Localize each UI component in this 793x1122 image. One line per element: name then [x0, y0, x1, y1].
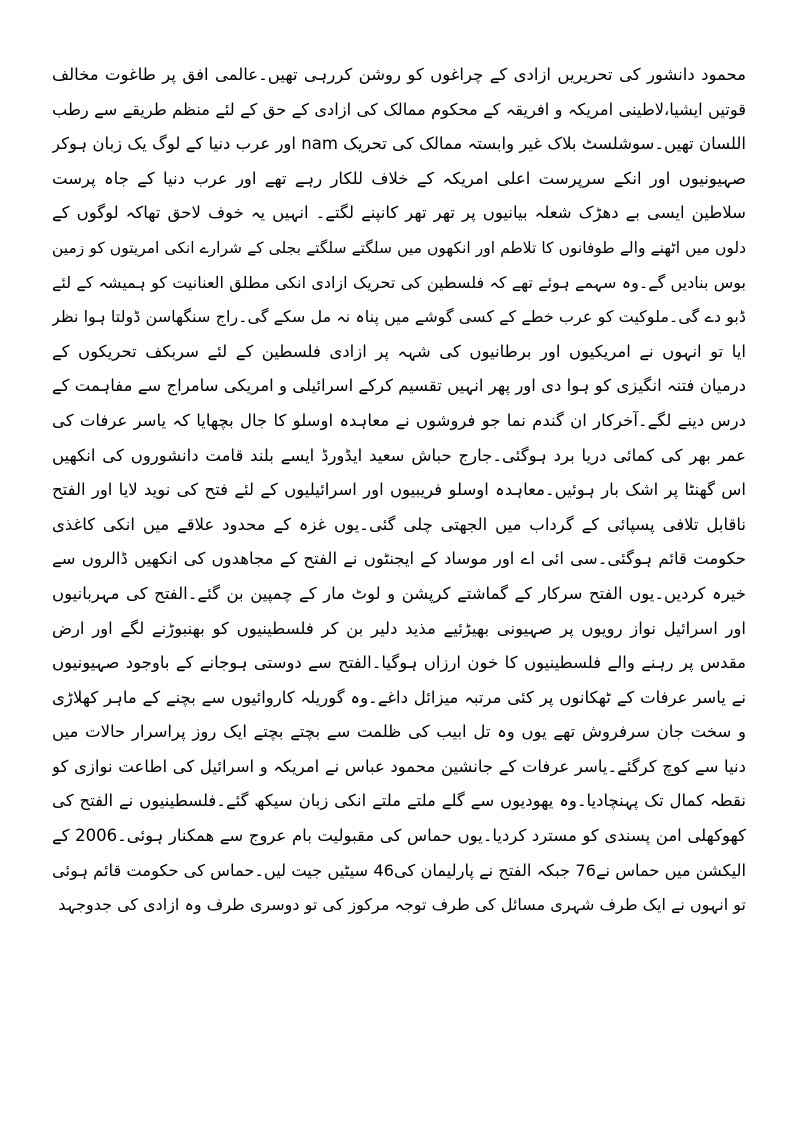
text-line-1: محمود دانشور کی تحریریں ازادی کے چراغوں کو روشن کررہی تھیں۔عالمی افق پر طاغوت مخالف [52, 65, 746, 84]
text-line-10: درمیان فتنہ انگیزی کو ہوا دی اور پھر انہیں تقسیم کرکے اسرائیلی و امریکی سامراج سے مفاہمت کے [52, 376, 746, 396]
text-line-17: اور اسرائیل نواز رویوں پر صہیونی بھیڑئیے مذید دلیر بن کر فلسطینیوں کو بھنبوڑنے لگے اور ارض [52, 618, 746, 638]
text-line-3: اللسان تھیں۔سوشلسٹ بلاک غیر وابستہ ممالک کی تحریک nam اور عرب دنیا کے لوگ یک زبان ہوکر [52, 134, 746, 154]
text-line-12: عمر بھر کی کمائی دریا برد ہوگئی۔جارج حباش سعید ایڈورڈ ایسے بلند قامت دانشوروں کی انکھیں [52, 445, 746, 465]
text-line-11: درس دینے لگے۔آخرکار ان گندم نما جو فروشوں نے معاہدہ اوسلو کا جال بچھایا کہ یاسر عرفات کی [52, 410, 746, 430]
text-line-19: نے یاسر عرفات کے ٹھکانوں پر کئی مرتبہ میزائل داغے۔وہ گوریلہ کاروائیوں سے بچنے کے ماہر کھلاڑی [52, 687, 746, 707]
text-line-9: ایا تو انہوں نے امریکیوں اور برطانیوں کی شہہ پر ازادی فلسطین کے لئے سربکف تحریکوں کے [52, 341, 746, 361]
text-line-22: نقطہ کمال تک پہنچادیا۔وہ یھودیوں سے گلے ملتے ملتے انکی زبان سیکھ گئے۔فلسطینیوں نے الفتح کی [52, 791, 746, 811]
text-line-18: مقدس پر رہنے والے فلسطینیوں کا خون ارزاں ہوگیا۔الفتح سے دوستی ہوجانے کے باوجود صہیونیوں [52, 653, 746, 673]
text-line-20: و سخت جان سرفروش تھے یوں وہ تل ابیب کی ظلمت سے بچتے بچتے ایک روز پراسرار حالات میں [52, 722, 746, 742]
text-line-6: دلوں میں اٹھنے والے طوفانوں کا تلاطم اور انکھوں میں سلگتے سلگتے بجلی کے شرارے انکی امریتوں کو زمین [52, 238, 746, 257]
text-line-8: ڈبو دے گی۔ملوکیت کو عرب خطے کے کسی گوشے میں پناہ نہ مل سکے گی۔راج سنگھاسن ڈولتا ہوا نظر [52, 307, 746, 327]
text-line-25: تو انہوں نے ایک طرف شہری مسائل کی طرف توجہ مرکوز کی تو دوسری طرف وہ ازادی کی جدوجہد [58, 895, 746, 915]
text-line-24: الیکشن میں حماس نے76 جبکہ الفتح نے پارلیمان کی46 سیٹیں جیت لیں۔حماس کی حکومت قائم ہوئی [52, 860, 746, 880]
text-line-15: حکومت قائم ہوگئی۔سی ائی اے اور موساد کے ایجنٹوں نے الفتح کے مجاھدوں کی انکھیں ڈالروں سے [52, 549, 746, 569]
text-line-14: ناقابل تلافی پسپائی کے گرداب میں الجھتی چلی گئی۔یوں غزہ کے محدود علاقے میں انکی کاغذی [52, 514, 746, 534]
text-line-7: بوس بنادیں گے۔وہ سہمے ہوئے تھے کہ فلسطین کی تحریک ازادی انکی مطلق العنانیت کو ہمیشہ کے لئے [52, 272, 746, 292]
text-line-2: قوتیں ایشیا،لاطینی امریکہ و افریقہ کے محکوم ممالک کی ازادی کے حق کے لئے منظم طریقے سے رطب [52, 99, 746, 119]
document-page [52, 58, 746, 1068]
text-line-23: کھوکھلی امن پسندی کو مسترد کردیا۔یوں حماس کی مقبولیت بام عروج سے ھمکنار ہوئی۔2006 کے [52, 826, 746, 846]
text-line-13: اس گھنٹا پر اشک بار ہوئیں۔معاہدہ اوسلو فریبیوں اور اسرائیلیوں کے لئے فتح کی نوید لایا اور الفتح [52, 480, 746, 500]
text-line-4: صہیونیوں اور انکے سرپرست اعلی امریکہ کے خلاف للکار رہے تھے اور عرب دنیا کے جاہ پرست [52, 168, 746, 188]
text-line-21: دنیا سے کوچ کرگئے۔یاسر عرفات کے جانشین محمود عباس نے امریکہ و اسرائیل کی اطاعت نوازی کو [52, 756, 746, 776]
text-line-5: سلاطین ایسی بے دھڑک شعلہ بیانیوں پر تھر تھر کانپنے لگتے۔ انہیں یہ خوف لاحق تھاکہ لوگوں کے [52, 203, 746, 223]
text-line-16: خیرہ کردیں۔یوں الفتح سرکار کے گماشتے کرپشن و لوٹ مار کے چمپین بن گئے۔الفتح کی مہربانیوں [52, 583, 746, 603]
